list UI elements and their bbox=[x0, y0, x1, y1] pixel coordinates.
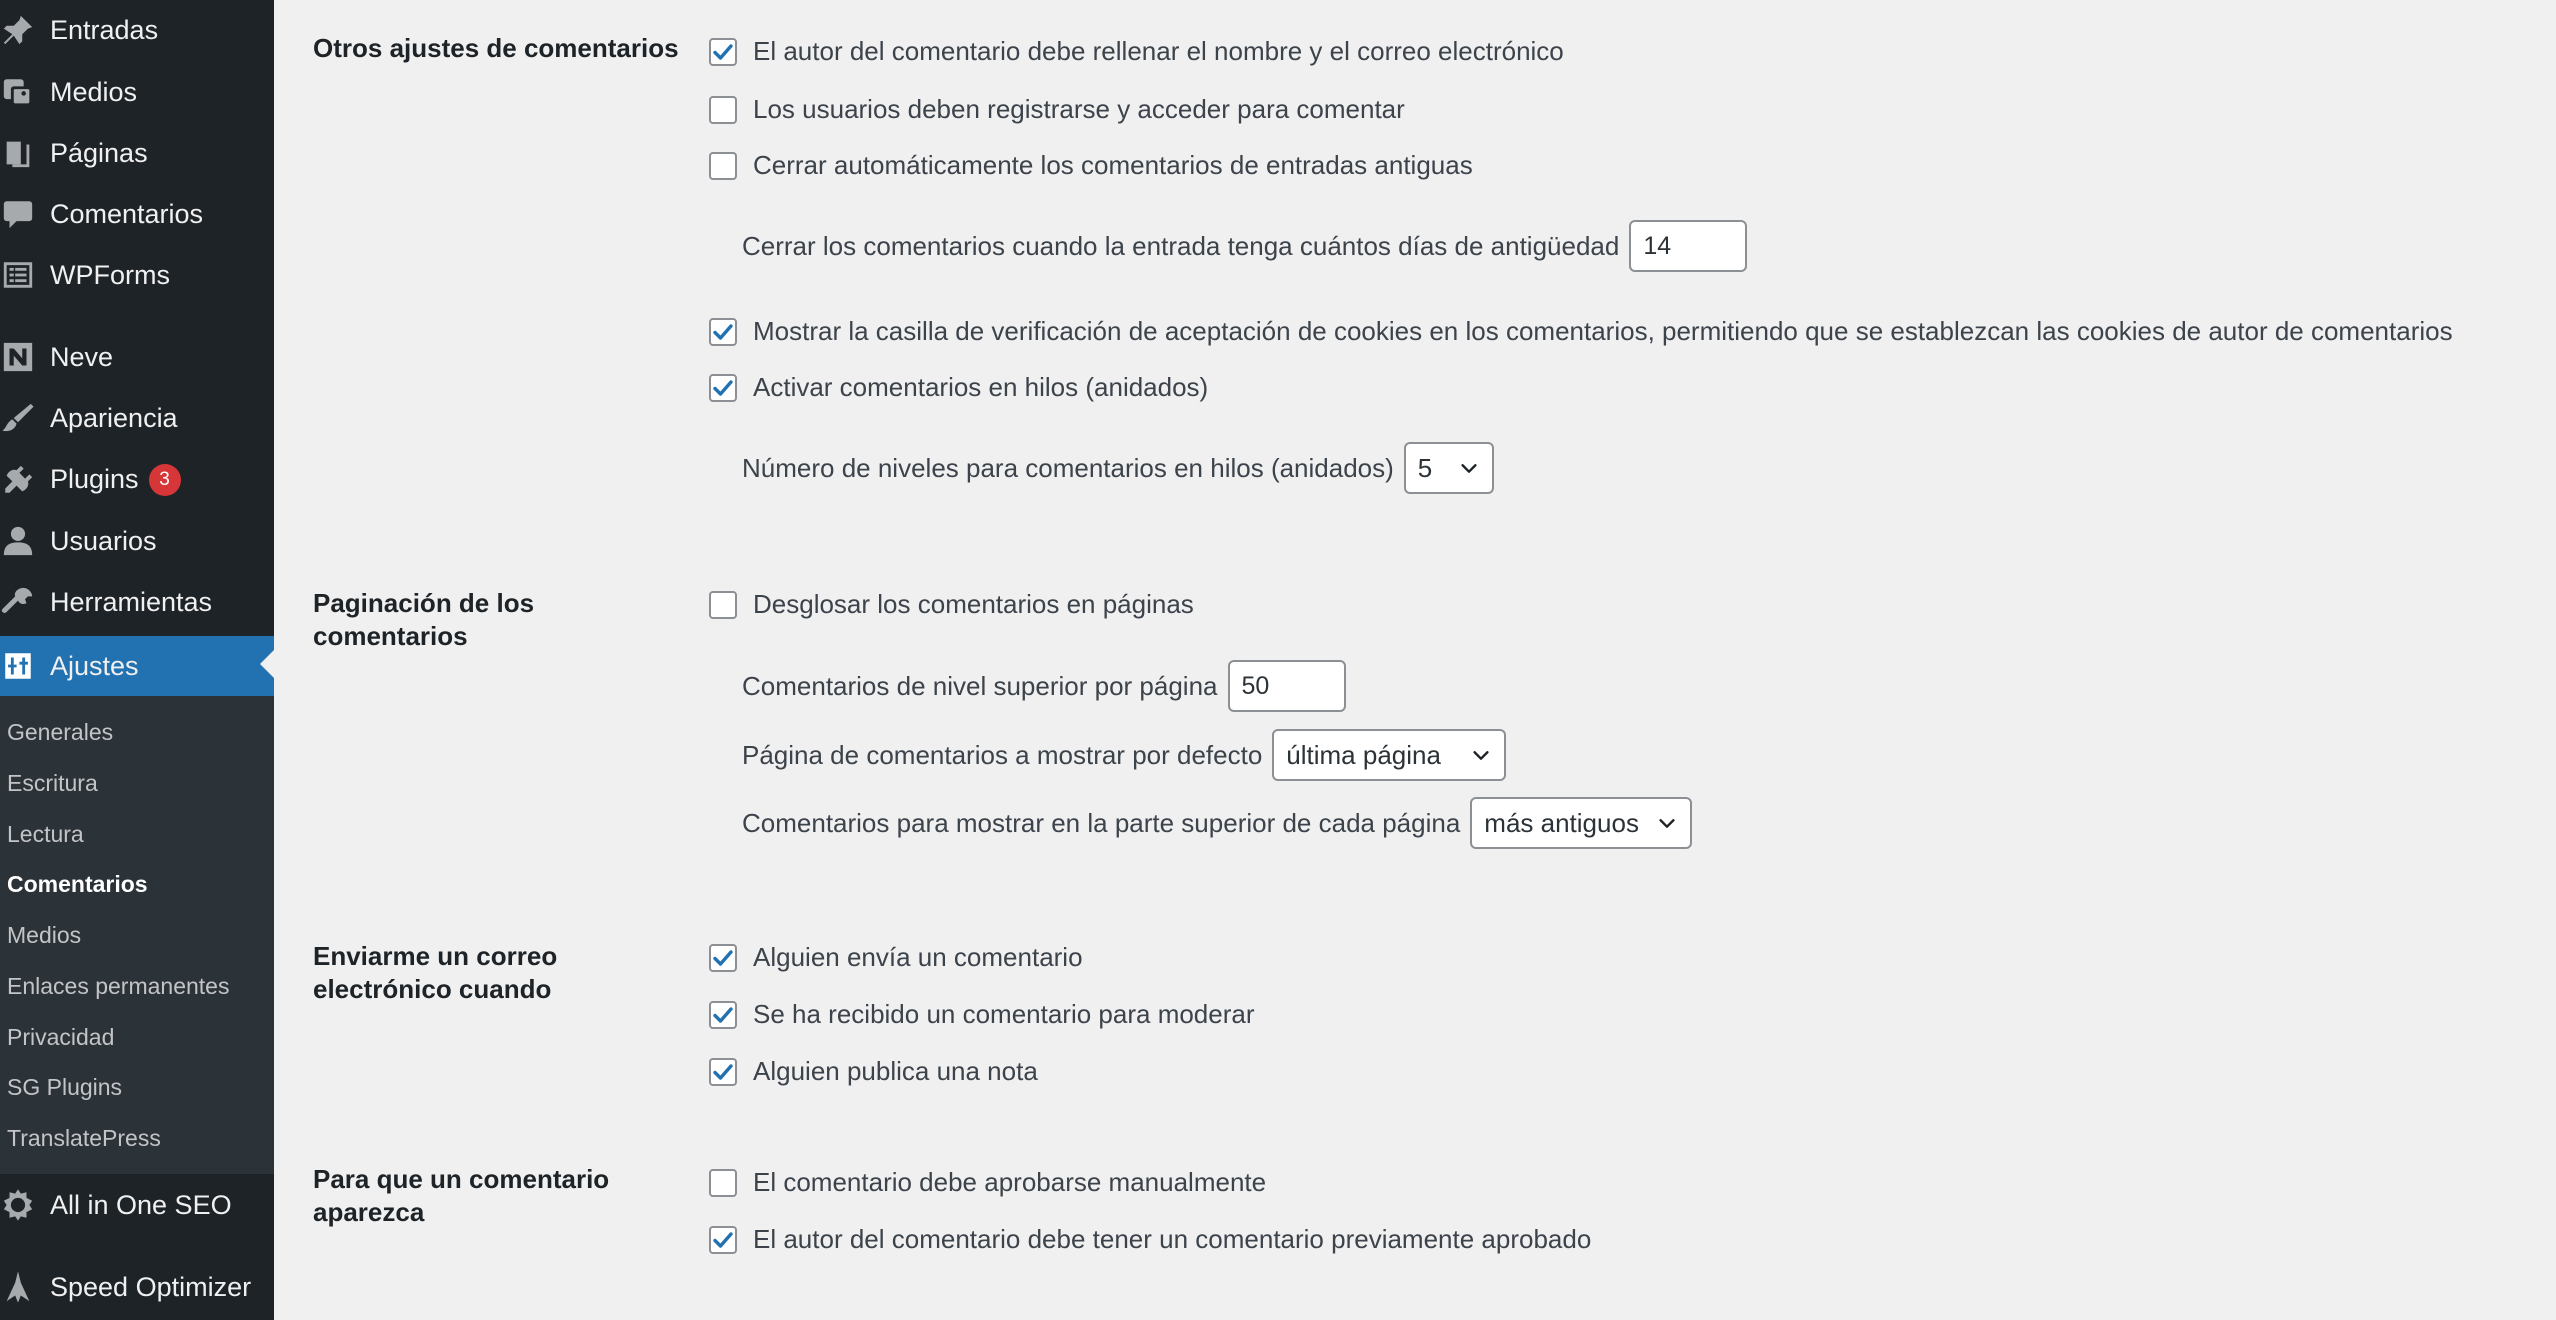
checkmark-icon bbox=[711, 1003, 735, 1027]
settings-icon bbox=[0, 648, 36, 684]
submenu-item-sg-plugins[interactable]: SG Plugins bbox=[7, 1074, 123, 1100]
sidebar-item-paginas[interactable] bbox=[0, 125, 274, 181]
checkbox[interactable] bbox=[709, 318, 737, 346]
option-label: Alguien publica una nota bbox=[753, 1056, 1038, 1086]
sidebar-item-label: Medios bbox=[50, 76, 138, 107]
submenu-item-lectura[interactable]: Lectura bbox=[7, 821, 84, 847]
selected-value: más antiguos bbox=[1484, 807, 1639, 838]
update-count-badge: 3 bbox=[149, 464, 181, 496]
sidebar-item-label: All in One SEO bbox=[50, 1189, 232, 1220]
wpforms-icon bbox=[0, 257, 36, 293]
checkmark-icon bbox=[711, 40, 735, 64]
pages-icon bbox=[0, 135, 36, 171]
sidebar-item-plugins[interactable] bbox=[0, 452, 274, 508]
option-label: Desglosar los comentarios en páginas bbox=[753, 589, 1194, 619]
option-require-registration[interactable] bbox=[709, 94, 1405, 125]
checkbox[interactable] bbox=[709, 1169, 737, 1197]
plugin-icon bbox=[0, 462, 36, 498]
user-icon bbox=[0, 523, 36, 559]
submenu-item-comentarios[interactable]: Comentarios bbox=[7, 871, 148, 897]
option-label: Activar comentarios en hilos (anidados) bbox=[753, 372, 1209, 402]
option-label: El comentario debe aprobarse manualmente bbox=[753, 1167, 1267, 1197]
checkbox[interactable] bbox=[709, 944, 737, 972]
sidebar-item-label: Ajustes bbox=[50, 650, 139, 681]
checkbox[interactable] bbox=[709, 152, 737, 180]
sidebar-item-label: Páginas bbox=[50, 137, 148, 168]
submenu-item-enlaces-permanentes[interactable]: Enlaces permanentes bbox=[7, 973, 230, 999]
checkbox[interactable] bbox=[709, 374, 737, 402]
checkbox[interactable] bbox=[709, 591, 737, 619]
sidebar-item-label: Neve bbox=[50, 341, 114, 372]
option-require-name-email[interactable] bbox=[709, 36, 1564, 67]
default-page-label: Página de comentarios a mostrar por defecto bbox=[742, 739, 1263, 770]
sidebar-item-ajustes[interactable] bbox=[0, 636, 274, 696]
checkbox[interactable] bbox=[709, 96, 737, 124]
option-close-old-comments[interactable] bbox=[709, 150, 1473, 181]
sidebar-item-label: Herramientas bbox=[50, 586, 213, 617]
submenu-item-privacidad[interactable]: Privacidad bbox=[7, 1024, 115, 1050]
option-manual-approval[interactable] bbox=[709, 1167, 1266, 1198]
sidebar-item-label: Plugins bbox=[50, 463, 139, 494]
sidebar-item-speed-optimizer[interactable] bbox=[0, 1259, 274, 1315]
sidebar-item-all-in-one-seo[interactable] bbox=[0, 1177, 274, 1233]
option-label: Alguien envía un comentario bbox=[753, 942, 1083, 972]
thread-depth-row bbox=[742, 442, 1494, 494]
checkmark-icon bbox=[711, 1060, 735, 1084]
sidebar-item-neve[interactable] bbox=[0, 329, 274, 385]
thread-depth-label: Número de niveles para comentarios en hilos (anidados) bbox=[742, 452, 1394, 483]
sidebar-item-label: Comentarios bbox=[50, 198, 204, 229]
checkbox[interactable] bbox=[709, 1226, 737, 1254]
selected-value: 5 bbox=[1417, 452, 1433, 483]
comments-per-page-row bbox=[742, 660, 1346, 712]
option-email-new-comment[interactable] bbox=[709, 942, 1083, 973]
section-title-paginacion: Paginación de los comentarios bbox=[313, 588, 535, 651]
close-days-input[interactable] bbox=[1629, 220, 1747, 272]
sidebar-item-apariencia[interactable] bbox=[0, 390, 274, 446]
aioseo-icon bbox=[0, 1187, 36, 1223]
chevron-down-icon bbox=[1470, 744, 1492, 766]
checkbox[interactable] bbox=[709, 1058, 737, 1086]
sidebar-item-herramientas[interactable] bbox=[0, 574, 274, 630]
checkmark-icon bbox=[711, 320, 735, 344]
chevron-down-icon bbox=[1656, 812, 1678, 834]
option-paginate-comments[interactable] bbox=[709, 589, 1194, 620]
submenu-item-escritura[interactable]: Escritura bbox=[7, 770, 98, 796]
comment-order-select[interactable] bbox=[1470, 797, 1692, 849]
submenu-item-medios[interactable]: Medios bbox=[7, 922, 82, 948]
order-label: Comentarios para mostrar en la parte superior de cada página bbox=[742, 807, 1461, 838]
option-label: Mostrar la casilla de verificación de aceptación de cookies en los comentarios, permitiendo que se establezcan las cookies de autor de comentarios bbox=[753, 316, 2453, 346]
wrench-icon bbox=[0, 584, 36, 620]
selected-value: última página bbox=[1286, 739, 1441, 770]
option-threaded-comments[interactable] bbox=[709, 372, 1208, 403]
media-icon bbox=[0, 74, 36, 110]
option-label: El autor del comentario debe tener un comentario previamente aprobado bbox=[753, 1224, 1592, 1254]
sidebar-item-label: Usuarios bbox=[50, 525, 157, 556]
checkmark-icon bbox=[711, 946, 735, 970]
sidebar-item-wpforms[interactable] bbox=[0, 247, 274, 303]
sidebar-item-label: WPForms bbox=[50, 259, 170, 290]
option-cookies-opt-in[interactable] bbox=[709, 316, 2453, 347]
submenu-item-generales[interactable]: Generales bbox=[7, 719, 114, 745]
sidebar-item-entradas[interactable] bbox=[0, 2, 274, 58]
option-email-moderation[interactable] bbox=[709, 999, 1255, 1030]
option-label: El autor del comentario debe rellenar el nombre y el correo electrónico bbox=[753, 36, 1564, 66]
close-days-label: Cerrar los comentarios cuando la entrada tenga cuántos días de antigüedad bbox=[742, 230, 1620, 261]
settings-submenu bbox=[0, 696, 274, 1174]
option-label: Los usuarios deben registrarse y acceder para comentar bbox=[753, 94, 1405, 124]
comment-order-row bbox=[742, 797, 1692, 849]
section-title-aparezca: Para que un comentario aparezca bbox=[313, 1164, 610, 1227]
checkbox[interactable] bbox=[709, 1001, 737, 1029]
close-comments-days-row bbox=[742, 220, 1747, 272]
submenu-item-translatepress[interactable]: TranslatePress bbox=[7, 1125, 161, 1151]
option-email-note[interactable] bbox=[709, 1056, 1038, 1087]
sidebar-item-label: Entradas bbox=[50, 14, 159, 45]
section-title-email: Enviarme un correo electrónico cuando bbox=[313, 941, 558, 1004]
default-page-select[interactable] bbox=[1272, 729, 1506, 781]
sidebar-item-label: Speed Optimizer bbox=[50, 1271, 252, 1302]
thread-depth-select[interactable] bbox=[1404, 442, 1494, 494]
sidebar-item-medios[interactable] bbox=[0, 64, 274, 120]
option-previously-approved[interactable] bbox=[709, 1224, 1591, 1255]
neve-icon bbox=[0, 339, 36, 375]
section-title-otros-ajustes: Otros ajustes de comentarios bbox=[313, 33, 679, 63]
speed-optimizer-icon bbox=[0, 1269, 36, 1305]
checkmark-icon bbox=[711, 1228, 735, 1252]
default-page-row bbox=[742, 729, 1506, 781]
sidebar-item-label: Apariencia bbox=[50, 402, 178, 433]
comments-icon bbox=[0, 196, 36, 232]
checkmark-icon bbox=[711, 376, 735, 400]
option-label: Se ha recibido un comentario para moderar bbox=[753, 999, 1255, 1029]
pin-icon bbox=[0, 12, 36, 48]
per-page-label: Comentarios de nivel superior por página bbox=[742, 670, 1218, 701]
brush-icon bbox=[0, 400, 36, 436]
comments-per-page-input[interactable] bbox=[1228, 660, 1346, 712]
chevron-down-icon bbox=[1458, 457, 1480, 479]
admin-sidebar bbox=[0, 0, 274, 1320]
checkbox[interactable] bbox=[709, 38, 737, 66]
sidebar-item-comentarios[interactable] bbox=[0, 186, 274, 242]
sidebar-item-usuarios[interactable] bbox=[0, 513, 274, 569]
option-label: Cerrar automáticamente los comentarios de entradas antiguas bbox=[753, 150, 1473, 180]
